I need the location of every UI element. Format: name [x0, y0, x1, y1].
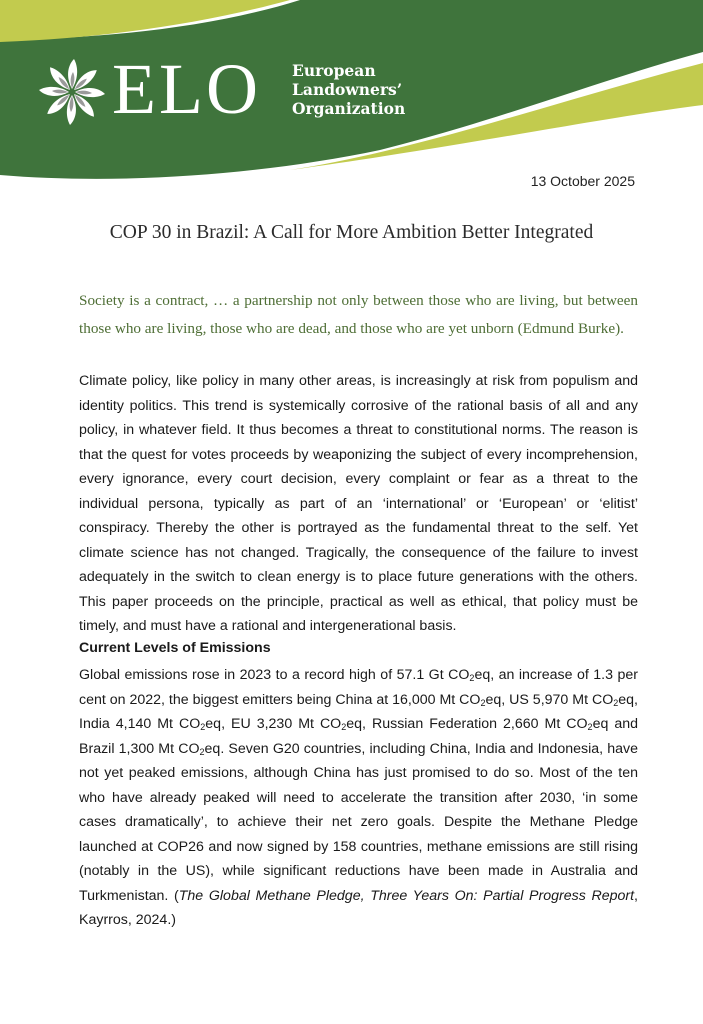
- document-date: 13 October 2025: [530, 173, 635, 189]
- text-segment: eq, India 4,140 Mt CO: [79, 691, 638, 732]
- subscript: 2: [613, 697, 619, 708]
- subscript: 2: [480, 697, 486, 708]
- subscript: 2: [341, 722, 347, 732]
- organization-name: [292, 61, 405, 118]
- text-segment: eq, an increase of 1.3 per cent on 2022, the biggest emitters being China at 16,000 Mt CO: [79, 667, 638, 708]
- emissions-paragraph: [79, 663, 638, 933]
- text-segment: eq. Seven G20 countries, including China, India and Indonesia, have not yet peaked emissions, although China has just promised to do so. Most of the ten who have already peaked will need to accelerate the transition after 2030, ‘in some cases dramatically’, to achieve their net zero goals. Despite the Methane Pledge launched at COP26 and now signed by 158 countries, methane emissions are still rising (notably in the US), while significant reductions have been made in Australia and Turkmenistan. (: [79, 740, 638, 904]
- epigraph-quote: Society is a contract, … a partnership not only between those who are living, but between those who are living, those who are dead, and those who are yet unborn (Edmund Burke).: [79, 292, 638, 337]
- text-segment: , Kayrros, 2024.): [79, 887, 638, 928]
- text-segment: eq, US 5,970 Mt CO: [485, 691, 614, 708]
- intro-paragraph: Climate policy, like policy in many other areas, is increasingly at risk from populism and identity politics. This trend is systemically corrosive of the rational basis of all and any policy, in whatever field. It thus becomes a threat to constitutional norms. The reason is that the quest for votes proceeds by weaponizing the subject of every incomprehension, every ignorance, every court decision, every complaint or fear as a threat to the individual persona, typically as part of an ‘international’ or ‘European’ or ‘elitist’ conspiracy. Thereby the other is portrayed as the fundamental threat to the self. Yet climate science has not changed. Tragically, the consequence of the failure to invest adequately in the switch to clean energy is to place future generations with the others. This paper proceeds on the principle, practical as well as ethical, that policy must be timely, and must have a rational and intergenerational basis.: [79, 373, 638, 634]
- letterhead-banner: [0, 0, 703, 185]
- text-segment: eq, Russian Federation 2,660 Mt CO: [346, 716, 588, 732]
- flower-icon: [38, 58, 106, 126]
- text-segment: Global emissions rose in 2023 to a record high of 57.1 Gt CO: [79, 667, 470, 683]
- citation-title: The Global Methane Pledge, Three Years On: Partial Progress Report: [178, 887, 635, 904]
- organization-name-line: Organization: [292, 99, 406, 118]
- document-title: COP 30 in Brazil: A Call for More Ambition Better Integrated: [109, 222, 594, 243]
- text-segment: eq and Brazil 1,300 Mt CO: [79, 716, 639, 757]
- subscript: 2: [587, 722, 593, 732]
- subscript: 2: [199, 746, 205, 757]
- subscript: 2: [200, 722, 206, 732]
- section-heading: Current Levels of Emissions: [79, 640, 271, 656]
- subscript: 2: [469, 673, 475, 683]
- organization-name-line: European: [292, 61, 376, 80]
- organization-name-line: Landowners’: [292, 80, 403, 99]
- logo-wordmark: ELO: [112, 49, 261, 129]
- text-segment: eq, EU 3,230 Mt CO: [205, 716, 342, 732]
